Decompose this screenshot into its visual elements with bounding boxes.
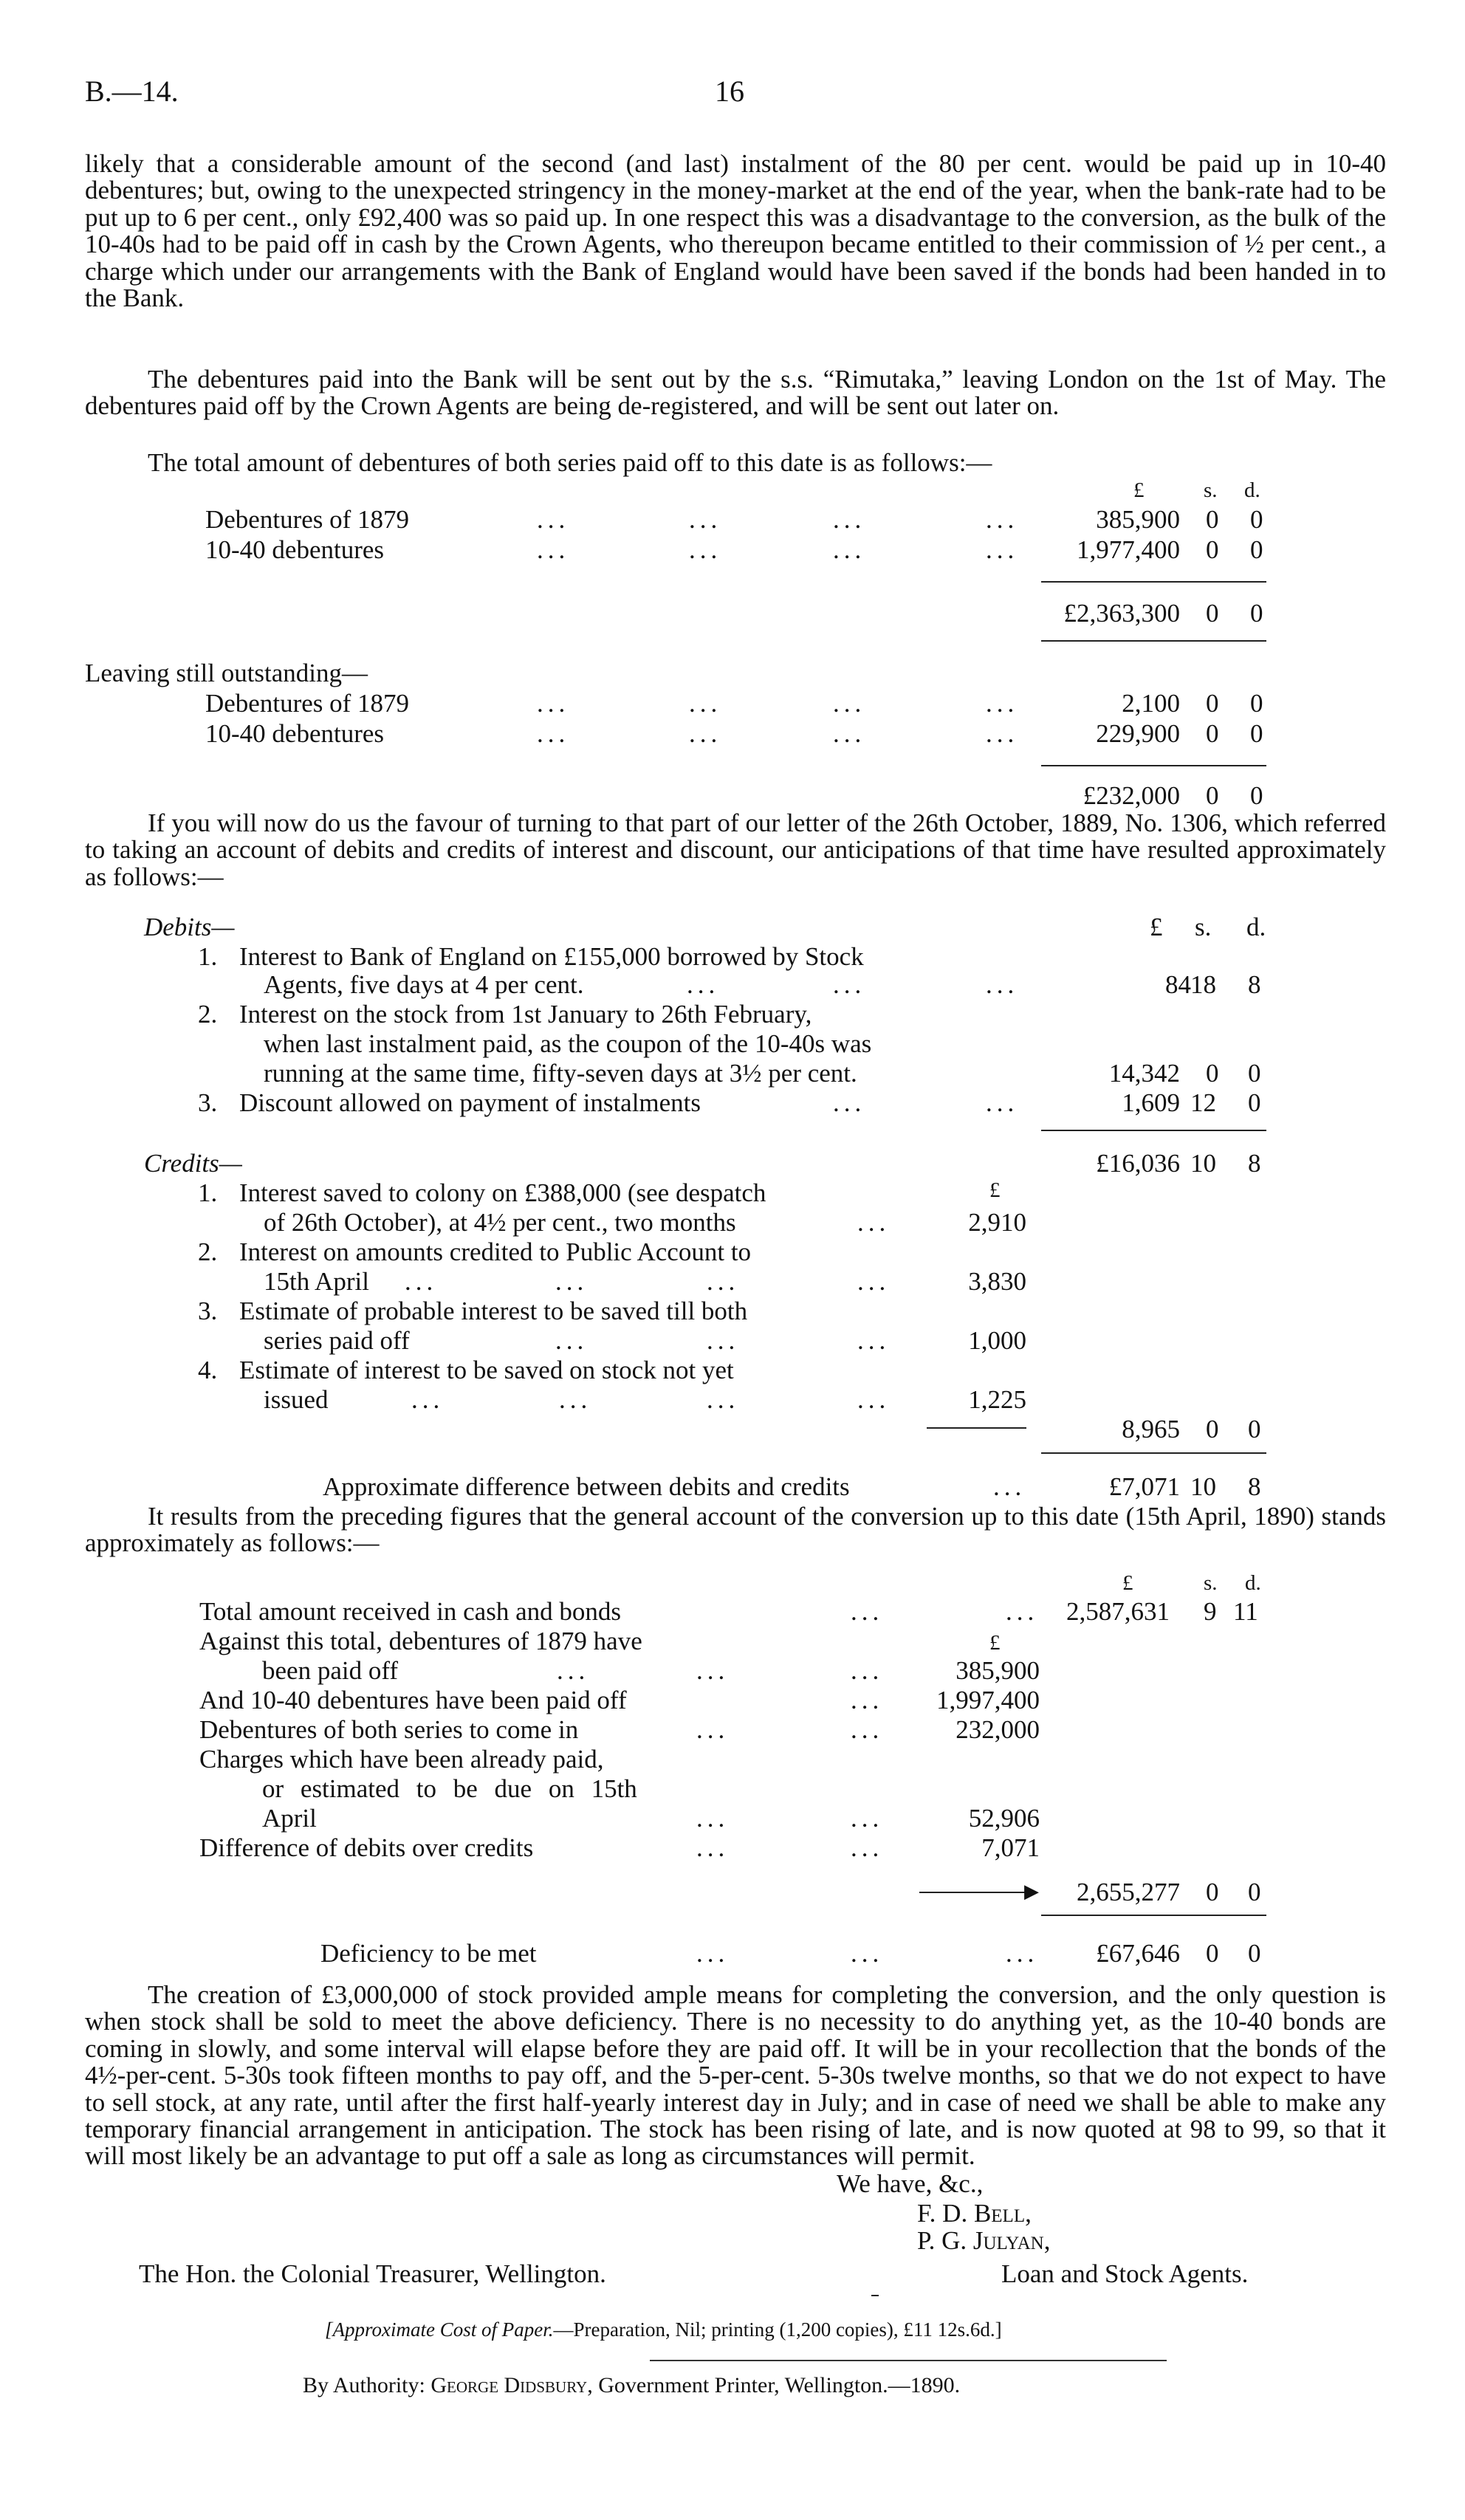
credit-item: 4. Estimate of interest to be saved on stock not yet [198,1356,734,1384]
signature-julyan: P. G. Julyan, [917,2226,1051,2255]
paragraph-3: The total amount of debentures of both series paid off to this date is as follows:— [148,448,992,477]
document-reference: B.—14. [85,75,179,108]
signature-bell: F. D. Bell, [917,2199,1032,2228]
debit-item: 3. Discount allowed on payment of instalments ... ... 1,609 12 0 [198,1088,1261,1117]
debit-item: 2. Interest on the stock from 1st January to 26th February, [198,1000,812,1029]
table-row: 10-40 debentures ... ... ... ... 229,900 0 0 [205,719,1263,748]
addressee: The Hon. the Colonial Treasurer, Wellington. [139,2259,606,2288]
total-rule [1041,765,1266,766]
total-rule [1041,1452,1266,1454]
credit-item: 3. Estimate of probable interest to be saved till both [198,1297,748,1325]
paragraph-1: likely that a considerable amount of the second (and last) instalment of the 80 per cent. would be paid up in 10-40 debentures; but, owing to the unexpected stringency in the money-market at the end of the year, when the bank-rate had to be put up to 6 per cent., only £92,400 was so paid up. In one respect this was a disadvantage to the conversion, as the bulk of the 10-40s had to be paid off in cash by the Crown Agents, who thereupon became entitled to their commission of ½ per cent., a charge which under our arrangements with the Bank of England would have been saved if the bonds had been handed in to the Bank. [85,149,1386,313]
paragraph-2: The debentures paid into the Bank will be sent out by the s.s. “Rimutaka,” leaving London on the 1st of May. The debentures paid off by the Crown Agents are being de-registered, and will be sent out later on. [85,365,1386,421]
account-row: And 10-40 debentures have been paid off ... 1,997,400 [199,1686,1040,1714]
page-number: 16 [715,75,744,108]
credits-heading-row: Credits— £16,036 10 8 [144,1149,1261,1178]
total-rule [1041,1130,1266,1131]
table-row: Debentures of 1879 ... ... ... ... 385,900 0 0 [205,505,1263,534]
table-row: Debentures of 1879 ... ... ... ... 2,100 0 0 [205,689,1263,718]
paragraph-4: If you will now do us the favour of turning to that part of our letter of the 26th October, 1889, No. 1306, which referred to taking an account of debits and credits of interest and discount, our anticipations of that time have resulted approximately as follows:— [85,808,1386,891]
deficiency-row: Deficiency to be met ... ... ... £67,646 0 0 [320,1939,1261,1968]
credits-total: 8,965 0 0 [1122,1415,1261,1443]
currency-header: £ s. d. [1122,1571,1261,1595]
table-total: £2,363,300 0 0 [1063,599,1263,628]
section-heading: Leaving still outstanding— [85,659,368,687]
divider [650,2360,1167,2361]
total-rule [1041,640,1266,642]
table-row: 10-40 debentures ... ... ... ... 1,977,400 0 0 [205,535,1263,564]
credit-item: 1. Interest saved to colony on £388,000 (see despatch £ [198,1178,1001,1207]
total-rule [1041,581,1266,583]
credit-item: 2. Interest on amounts credited to Public Account to [198,1237,752,1266]
imprint: By Authority: George Didsbury, Government Printer, Wellington.—1890. [303,2373,961,2397]
arrow-right-icon: ▶ [1024,1881,1039,1902]
valediction: We have, &c., [837,2169,984,2198]
divider [871,2295,879,2296]
debit-item: 1. Interest to Bank of England on £155,000 borrowed by Stock [198,942,864,971]
currency-header: £ s. d. [1133,478,1260,502]
account-row: Charges which have been already paid, [199,1745,604,1774]
difference-row: Approximate difference between debits and credits ... £7,071 10 8 [323,1472,1261,1501]
table-total: £232,000 0 0 [1083,781,1263,810]
account-row: Against this total, debentures of 1879 have £ [199,1627,1001,1655]
account-row: Debentures of both series to come in ... ... 232,000 [199,1715,1040,1744]
cost-note: [Approximate Cost of Paper.—Preparation, Nil; printing (1,200 copies), £11 12s.6d.] [325,2318,1002,2341]
debits-heading-row: Debits— £ s. d. [144,913,1266,941]
account-total: 2,655,277 0 0 [1077,1878,1261,1906]
signer-role: Loan and Stock Agents. [1001,2259,1249,2288]
total-rule [1041,1915,1266,1916]
account-row: Total amount received in cash and bonds ... ... 2,587,631 9 11 [199,1597,1258,1626]
account-row: Difference of debits over credits ... ... 7,071 [199,1833,1040,1862]
paragraph-5: It results from the preceding figures that the general account of the conversion up to this date (15th April, 1890) stands approximately as follows:— [85,1502,1386,1558]
debit-item: Agents, five days at 4 per cent. ... ... ... 84 18 8 [264,970,1261,999]
paragraph-6: The creation of £3,000,000 of stock provided ample means for completing the conversion, and the only question is when stock shall be sold to meet the above deficiency. There is no necessity to do anything yet, as the 10-40 bonds are coming in slowly, and some interval will elapse before they are paid off. It will be in your recollection that the bonds of the 4½-per-cent. 5-30s took fifteen months to pay off, and the 5-per-cent. 5-30s twelve months, so that we do not expect to have to sell stock, at any rate, until after the first half-yearly interest day in July; and in case of need we shall be able to make any temporary financial arrangement in anticipation. The stock has been rising of late, and is now quoted at 98 to 99, so that it will most likely be an advantage to put off a sale as long as circumstances will permit. [85,1980,1386,2171]
document-page: B.—14. 16 likely that a considerable amount of the second (and last) instalment of the 80 per cent. would be paid up in 10-40 debentures; but, owing to the unexpected stringency in the money-market at the end of the year, when the bank-rate had to be put up to 6 per cent., only £92,400 was so paid up. In one respect this was a disadvantage to the conversion, as the bulk of the 10-40s had to be paid off in cash by the Crown Agents, who thereupon became entitled to their commission of ½ per cent., a charge which under our arrangements with the Bank of England would have been saved if the bonds had been handed in to the Bank. The debentures paid into the Bank will be sent out by the s.s. “Rimutaka,” leaving London on the 1st of May. The debentures paid off by the Crown Agents are being de-registered, and will be sent out later on. The total amount of debentures of both series paid off to this date is as follows:— £ s. d. Debentures of 1879 ... ... ... ... 385,900 0 0 10-40 debentures ... ... ... ... 1,977,400 0 0 £2,363,300 0 0 Leaving still outstanding— Debentures of 1879 ... ... ... ... 2,100 0 0 10-40 debentures ... ... ... ... 229,900 0 0 £232,000 0 0 If you will now do us the favour of turning to that part of our letter of the 26th October, 1889, No. 1306, which referred to taking an account of debits and credits of interest and discount, our anticipations of that time have resulted approximately as follows:— Debits— £ s. d. 1. Interest to Bank of England on £155,000 borrowed by Stock Agents, five days at 4 per cent. ... ... ... 84 18 8 2. Interest on the stock from 1st January to 26th February, when last instalment paid, as the coupon of the 10-40s was running at the same time, fifty-seven days at 3½ per cent. 14,342 0 0 3. Discount allowed on payment of instalments ... ... 1,609 12 0 Credits— £16,036 10 8 1. Interest saved to colony on £388,000 (see despatch £ of 26th October), at 4½ per cent., two months ... 2,910 2. Interest on amounts credited to Public Account to 15th April ... ... ... ... 3,830 3. Estimate of probable interest to be saved till both series paid off ... ... ... 1,000 4. Estimate of interest to be saved on stock not yet issued ... ... ... ... 1,225 8,965 0 0 Approximate difference between debits and credits ... £7,071 10 8 It results from the preceding figures that the general account of the conversion up to this date (15th April, 1890) stands approximately as follows:— £ s. d. Total amount received in cash and bonds ... ... 2,587,631 9 11 Against this total, debentures of 1879 have £ been paid off ... ... ... 385,900 And 10-40 debentures have been paid off ... 1,997,400 Debentures of both series to come in ... ... 232,000 Charges which have been already paid, or estimated to be due on 15th April ... ... 52,906 Difference of debits over credits ... ... 7,071 ▶ 2,655,277 0 0 Deficiency to be met ... ... ... £67,646 0 0 The creation of £3,000,000 of stock provided ample means for completing the conversion, and the only question is when stock shall be sold to meet the above deficiency. There is no necessity to do anything yet, as the 10-40 bonds are coming in slowly, and some interval will elapse before they are paid off. It will be in your recollection that the bonds of the 4½-per-cent. 5-30s took fifteen months to pay off, and the 5-per-cent. 5-30s twelve months, so that we do not expect to have to sell stock, at any rate, until after the first half-yearly interest day in July; and in case of need we shall be able to make any temporary financial arrangement in anticipation. The stock has been rising of late, and is now quoted at 98 to 99, so that it will most likely be an advantage to put off a sale as long as circumstances will permit. We have, &c., F. D. Bell, P. G. Julyan, The Hon. the Colonial Treasurer, Wellington. Loan and Stock Agents. [Approximate Cost of Paper.—Preparation, Nil; printing (1,200 copies), £11 12s.6d.] By Authority: George Didsbury, Government Printer, Wellington.—1890. [0,0,1465,2520]
